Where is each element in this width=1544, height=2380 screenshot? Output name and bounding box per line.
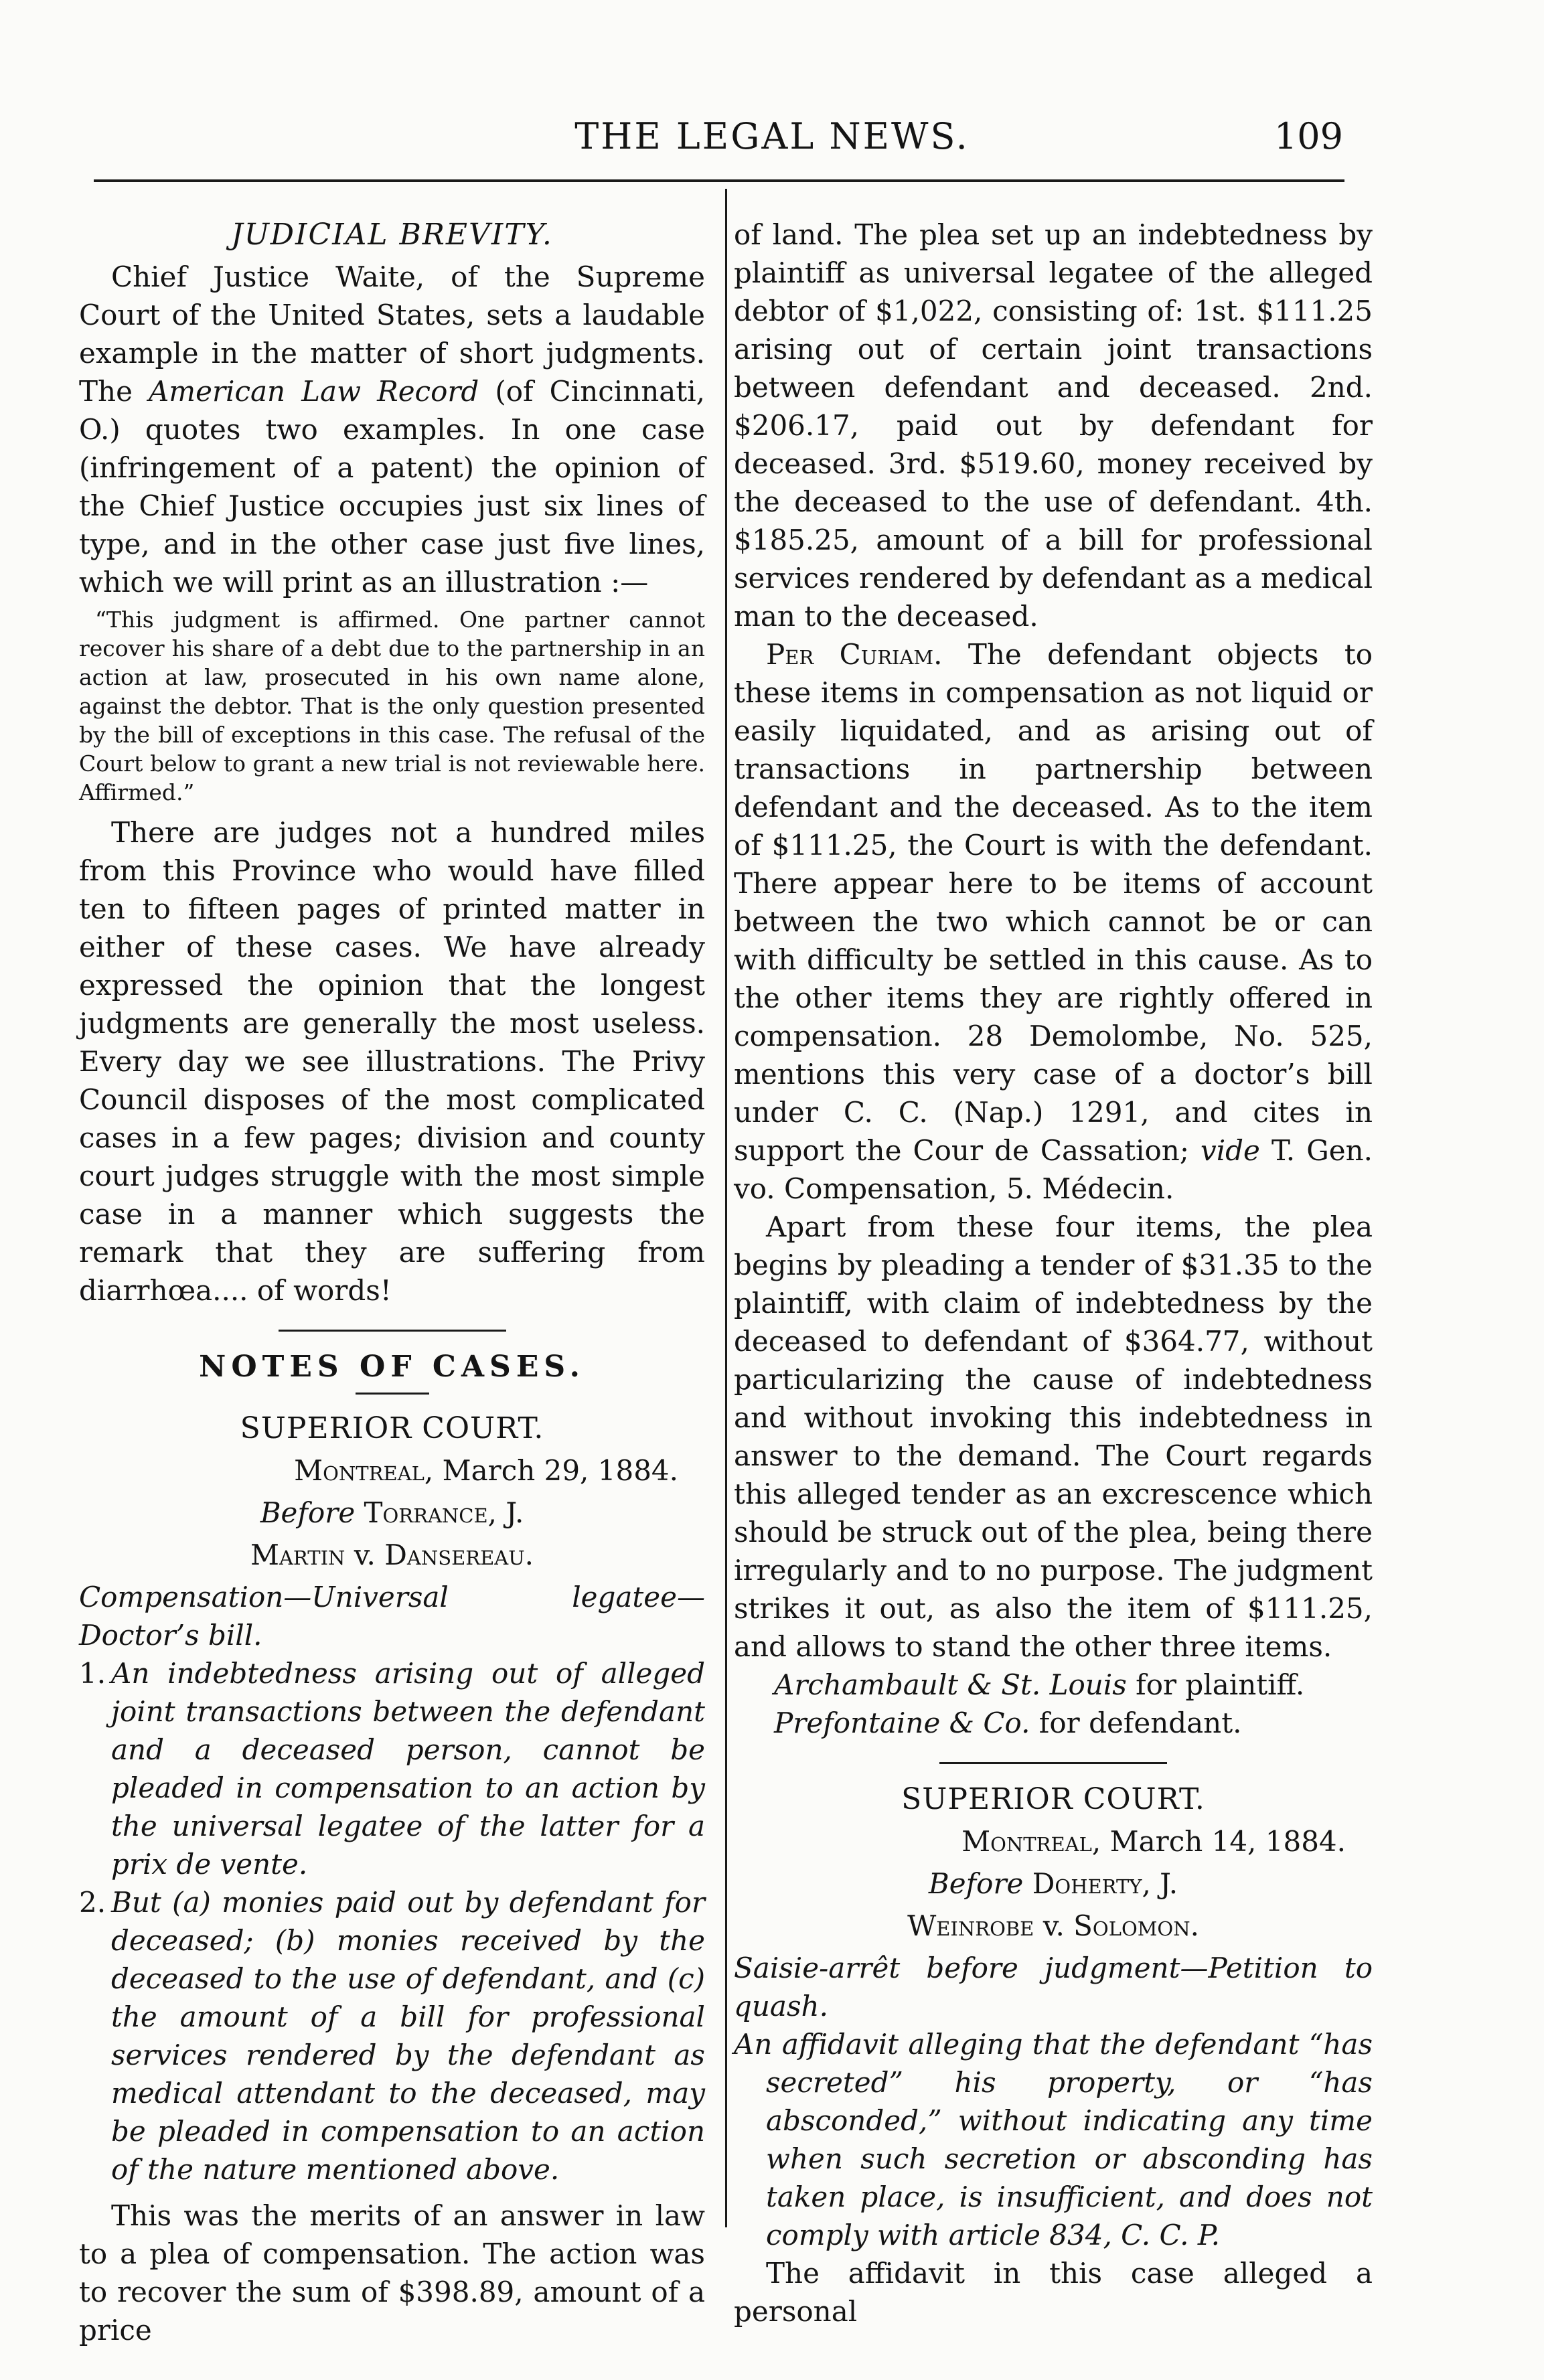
court-name: SUPERIOR COURT. — [240, 1411, 544, 1445]
dateline — [79, 1451, 705, 1490]
article-title: JUDICIAL BREVITY. — [231, 218, 553, 252]
column-divider — [725, 189, 727, 2227]
case-versus: v. — [1034, 1909, 1074, 1942]
case-paragraph — [734, 635, 1373, 1208]
heading-rule — [356, 1393, 429, 1395]
text-run: Chief Justice Waite, of the Supreme Court of the United States, sets a laudable example in the matter of short judgments. The — [79, 260, 705, 408]
case-subject: Compensation—Universal legatee—Doctor’s bill. — [79, 1581, 705, 1652]
counsel-role: for defendant. — [1030, 1707, 1242, 1739]
dateline-city: Montreal, — [294, 1454, 434, 1487]
dateline-date: March 14, 1884. — [1101, 1825, 1346, 1858]
party-defendant: Dansereau. — [384, 1538, 534, 1571]
judge-name: Doherty, — [1023, 1867, 1151, 1900]
left-column — [79, 216, 705, 2349]
judge-suffix: J. — [1150, 1867, 1178, 1900]
headnote-number: 1. — [79, 1657, 106, 1690]
case-name — [79, 1536, 705, 1574]
headnote-text: An indebtedness arising out of alleged joint transactions between the defendant and a deceased person, cannot be pleaded in compensation to an action by the universal legatee of the latter for a prix de vente. — [111, 1657, 705, 1881]
counsel-line — [734, 1666, 1373, 1704]
case-versus: v. — [345, 1538, 385, 1571]
counsel-name: Archambault & St. Louis — [774, 1668, 1127, 1701]
quote-affirmed: Affirmed.” — [79, 779, 195, 805]
article-paragraph — [79, 258, 705, 601]
judge-suffix: J. — [497, 1496, 524, 1529]
headnote: An affidavit alleging that the defendant “has secreted” his property, or “has absconded,” without indicating any time when such secretion or absconding has taken place, is insufficient, and does not comply with article 834, C. C. P. — [734, 2028, 1373, 2251]
case-paragraph: The affidavit in this case alleged a personal — [734, 2257, 1373, 2328]
headnote-text: But (a) monies paid out by defendant for deceased; (b) monies received by the deceased to the use of defendant, and (c) the amount of a bill for professional services rendered by the defendant as medical attendant to the deceased, may be pleaded in compensation to an action of the nature mentioned above. — [111, 1886, 705, 2186]
spacer — [79, 2189, 705, 2197]
dateline — [734, 1822, 1373, 1860]
counsel-line — [734, 1704, 1373, 1742]
section-heading: NOTES OF CASES. — [199, 1350, 585, 1384]
party-plaintiff: Weinrobe — [907, 1909, 1034, 1942]
right-column — [734, 216, 1373, 2330]
page-number: 109 — [1273, 115, 1343, 157]
quoted-judgment — [79, 605, 705, 807]
case-subject: Saisie-arrêt before judgment—Petition to quash. — [734, 1952, 1373, 2022]
per-curiam: Per Curiam. — [766, 638, 943, 671]
running-head: THE LEGAL NEWS. — [574, 115, 970, 157]
header-rule — [94, 179, 1344, 182]
publication-title: American Law Record — [148, 375, 479, 408]
party-plaintiff: Martin — [250, 1538, 345, 1571]
text-run: (of Cincinnati, O.) quotes two examples. In one case (infringement of a patent) the opinion of the Chief Justice occupies just six lines of type, and in the other case just five lines, which we will print as an illustration :— — [79, 375, 706, 599]
dateline-city: Montreal, — [961, 1825, 1101, 1858]
headnote — [79, 1654, 705, 1883]
dateline-date: March 29, 1884. — [433, 1454, 678, 1487]
headnote-number: 2. — [79, 1886, 106, 1919]
case-paragraph: of land. The plea set up an indebtedness by plaintiff as universal legatee of the alleged debtor of $1,022, consisting of: 1st. $111.25 arising out of certain joint transactions between defendant and deceased. 2nd. $206.17, paid out by defendant for deceased. 3rd. $519.60, money received by the deceased to the use of defendant. 4th. $185.25, amount of a bill for professional services rendered by defendant as a medical man to the deceased. — [734, 218, 1373, 633]
counsel-name: Prefontaine & Co. — [774, 1707, 1030, 1739]
judge-line — [734, 1865, 1373, 1903]
judge-prefix: Before — [260, 1496, 356, 1529]
judge-prefix: Before — [928, 1867, 1024, 1900]
vide-word: vide — [1201, 1134, 1260, 1167]
article-paragraph: There are judges not a hundred miles from this Province who would have filled ten to fifteen pages of printed matter in either of these cases. We have already expressed the opinion that the longest judgments are generally the most useless. Every day we see illustrations. The Privy Council disposes of the most complicated cases in a few pages; division and county court judges struggle with the most simple case in a manner which suggests the remark that they are suffering from diarrhœa.... of words! — [79, 816, 705, 1307]
text-run: The defendant objects to these items in compensation as not liquid or easily liquidated, and as arising out of transactions in partnership between defendant and the deceased. As to the item of $111.25, the Court is with the defendant. There appear here to be items of account between the two which cannot be or can with difficulty be settled in this cause. As to the other items they are rightly offered in compensation. 28 Demolombe, No. 525, mentions this very case of a doctor’s bill under C. C. (Nap.) 1291, and cites in support the Cour de Cassation; — [734, 638, 1373, 1167]
counsel-role: for plaintiff. — [1126, 1668, 1305, 1701]
case-name — [734, 1907, 1373, 1945]
headnote — [79, 1883, 705, 2189]
quote-text: “This judgment is affirmed. One partner cannot recover his share of a debt due to the partnership in an action at law, prosecuted in his own name alone, against the debtor. That is the only question presented by the bill of exceptions in this case. The refusal of the Court below to grant a new trial is not reviewable here. — [79, 607, 705, 777]
text-run: T. Gen. vo. Compensation, 5. Médecin. — [734, 1134, 1373, 1205]
section-rule — [939, 1762, 1167, 1764]
court-name: SUPERIOR COURT. — [901, 1782, 1205, 1816]
case-paragraph: Apart from these four items, the plea begins by pleading a tender of $31.35 to the plaintiff, with claim of indebtedness by the deceased to defendant of $364.77, without particularizing the cause of indebtedness and without invoking this indebtedness in answer to the demand. The Court regards this alleged tender as an excrescence which should be struck out of the plea, being there irregularly and to no purpose. The judgment strikes it out, as also the item of $111.25, and allows to stand the other three items. — [734, 1210, 1373, 1663]
party-defendant: Solomon. — [1073, 1909, 1199, 1942]
judge-line — [79, 1494, 705, 1532]
section-rule — [279, 1330, 506, 1332]
case-paragraph: This was the merits of an answer in law to a plea of compensation. The action was to recover the sum of $398.89, amount of a price — [79, 2199, 705, 2347]
judge-name: Torrance, — [355, 1496, 497, 1529]
